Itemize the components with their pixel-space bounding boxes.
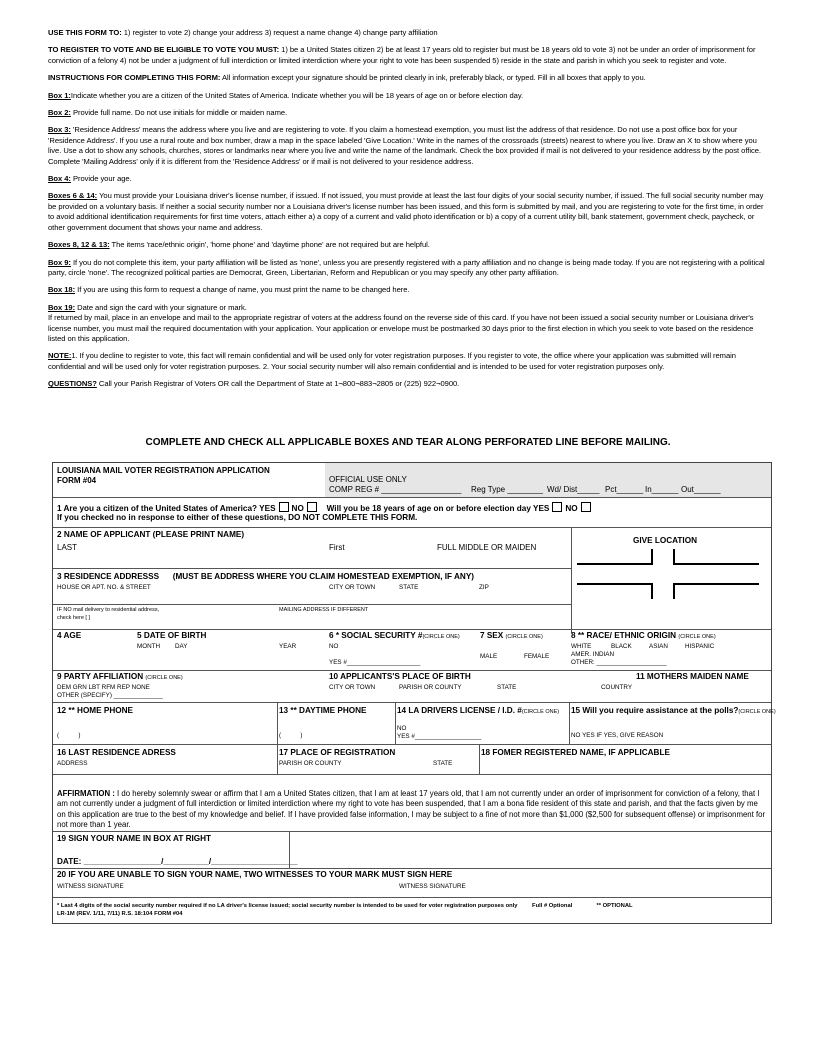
ssn-yes-field[interactable]: YES #_____________________ xyxy=(329,659,421,666)
place-of-registration-label: 17 PLACE OF REGISTRATION xyxy=(279,748,396,757)
birth-city-field[interactable]: CITY OR TOWN xyxy=(329,684,376,691)
birthplace-label: 10 APPLICANTS'S PLACE OF BIRTH xyxy=(329,672,471,681)
affirmation-text: AFFIRMATION : I do hereby solemnly swear or affirm that I am a United States citizen, that I am at least 17 years old, that I am not currently under an order of imprisonment for conviction of a felony, that I am not currently under a judgment of full interdiction or limited interdiction where my right to vote has been suspended, that I am a bona fide resident of this state and parish, and that the facts given by me on this application are true to the best of my knowledge and belief. If I have provided false information, I may be subject to a fine of not more than $1,000 ($2,500 for subsequent offense) or imprisonment for not more than 1 year. xyxy=(57,789,766,830)
divider xyxy=(53,831,771,832)
name-section-label: 2 NAME OF APPLICANT (PLEASE PRINT NAME) xyxy=(57,530,245,539)
registration-form xyxy=(52,462,776,924)
age-yes-checkbox[interactable] xyxy=(552,502,562,512)
party-options[interactable]: DEM GRN LBT RFM REP NONE xyxy=(57,684,150,691)
form-title: LOUISIANA MAIL VOTER REGISTRATION APPLICATION xyxy=(57,466,270,475)
former-name-field[interactable]: 18 FOMER REGISTERED NAME, IF APPLICABLE xyxy=(481,748,670,757)
divider xyxy=(479,744,480,774)
box6-paragraph: Boxes 6 & 14: You must provide your Louisiana driver's license number, if issued. If not issued, you must provide at least the last four digits of your social security number, if issued. The full social security number may be provided on a voluntary basis. If neither a social security number nor a Louisiana driver's license number has been issued, and this form is submitted by mail, and you are registering to vote for the first time, in order to avoid additional identification requirements for first time voters, attach either a) a copy of a current and valid photo identification or b) a copy of a current utility bill, bank statement, government check, paycheck, or other government document that shows your name and address. xyxy=(48,191,764,232)
completing-paragraph: INSTRUCTIONS FOR COMPLETING THIS FORM: All information except your signature should be printed clearly in ink, preferably black, or typed. Fill in all boxes that apply to you. xyxy=(48,73,646,83)
give-location-label: GIVE LOCATION xyxy=(633,536,697,545)
box3-paragraph: Box 3: 'Residence Address' means the address where you live and are registering to vote. If you claim a homestead exemption, you must list the address of that residence. Do not use a post office box for your 'Residence Address'. If you use a rural route and box number, draw a map in the space labeled 'Give Location.' Write in the names of the crossroads (streets) nearest to where you live. Draw an X to show where you live. Use a dot to show any schools, churches, stores or landmarks near where you live and write the name of the landmark. Check the box provided if mail is not delivered to your residence address by the post office. Complete 'Mailing Address' only if it is different from the 'Residence Address' or if mail is not delivered to your residence address. xyxy=(48,125,761,166)
citizen-no-checkbox[interactable] xyxy=(307,502,317,512)
ssn-no-option[interactable]: NO xyxy=(329,643,339,650)
crossroad-line xyxy=(577,563,653,565)
daytime-phone-label: 13 ** DAYTIME PHONE xyxy=(279,706,367,715)
divider xyxy=(53,744,771,745)
official-use-label: OFFICIAL USE ONLY xyxy=(329,475,407,484)
last-residence-label: 16 LAST RESIDENCE ADRESS xyxy=(57,748,176,757)
out-field[interactable]: Out______ xyxy=(681,485,721,494)
assistance-options[interactable]: NO YES IF YES, GIVE REASON xyxy=(571,732,664,739)
note-paragraph: NOTE:1. If you decline to register to vote, this fact will remain confidential and will be used only for voter registration purposes. If you register to vote, the office where your application was submitted will remain confidential and will be used only for voter registration purposes. 2. Your social security number will also remain confidential and is intended to be used for voter registration purposes only. xyxy=(48,351,736,371)
home-phone-label: 12 ** HOME PHONE xyxy=(57,706,133,715)
first-name-field[interactable]: First xyxy=(329,543,345,552)
party-label: 9 PARTY AFFILIATION (CIRCLE ONE) xyxy=(57,672,183,681)
divider xyxy=(571,527,572,633)
race-asian-option[interactable]: ASIAN xyxy=(649,643,668,650)
box19-paragraph: Box 19: Date and sign the card with your signature or mark. xyxy=(48,302,247,312)
box2-paragraph: Box 2: Provide full name. Do not use initials for middle or maiden name. xyxy=(48,108,288,118)
divider xyxy=(53,497,771,498)
divider xyxy=(395,702,396,744)
party-other-field[interactable]: OTHER (SPECIFY) ______________ xyxy=(57,692,163,699)
mail-return-paragraph: If returned by mail, place in an envelope and mail to the appropriate registrar of voters at the address found on the reverse side of this card. If you have not been issued a social security number or Louisiana driver's license number, you must mail the required documentation with your application. Your application or envelope must be postmarked 30 days prior to the first election in which you seek to vote based on the residence listed on this application. xyxy=(48,313,754,343)
witness-label: 20 IF YOU ARE UNABLE TO SIGN YOUR NAME, TWO WITNESSES TO YOUR MARK MUST SIGN HERE xyxy=(57,870,453,879)
registration-state-field[interactable]: STATE xyxy=(433,760,453,767)
ssn-label: 6 * SOCIAL SECURITY #(CIRCLE ONE) xyxy=(329,631,460,640)
tear-line-notice: COMPLETE AND CHECK ALL APPLICABLE BOXES AND TEAR ALONG PERFORATED LINE BEFORE MAILING. xyxy=(145,437,671,448)
residence-zip-field[interactable]: ZIP xyxy=(479,584,489,591)
race-hispanic-option[interactable]: HISPANIC xyxy=(685,643,715,650)
race-label: 8 ** RACE/ ETHNIC ORIGIN (CIRCLE ONE) xyxy=(571,631,716,640)
daytime-phone-field[interactable]: ( ) xyxy=(279,732,303,739)
crossroad-line xyxy=(673,583,759,585)
race-amer-indian-option[interactable]: AMER. INDIAN xyxy=(571,651,615,658)
reg-type-field[interactable]: Reg Type ________ xyxy=(471,485,543,494)
eligibility-paragraph: TO REGISTER TO VOTE AND BE ELIGIBLE TO VOTE YOU MUST: 1) be a United States citizen 2) be at least 17 years old to register but must be 18 years old to vote 3) not be under an order of imprisonment for conviction of a felony 4) not be under a judgment of full interdiction or limited interdiction where your right to vote has been suspended 5) reside in the state and parish in which you seek to register and vote. xyxy=(48,45,756,65)
birth-parish-field[interactable]: PARISH OR COUNTY xyxy=(399,684,462,691)
house-street-field[interactable]: HOUSE OR APT. NO. & STREET xyxy=(57,584,151,591)
sex-male-option[interactable]: MALE xyxy=(480,653,498,660)
home-phone-field[interactable]: ( ) xyxy=(57,732,81,739)
instructions xyxy=(48,28,770,397)
citizen-question-note: If you checked no in response to either of these questions, DO NOT COMPLETE THIS FORM. xyxy=(57,513,418,522)
assistance-label: 15 Will you require assistance at the polls?(CIRCLE ONE) xyxy=(571,706,776,715)
registration-parish-field[interactable]: PARISH OR COUNTY xyxy=(279,760,342,767)
drivers-license-label: 14 LA DRIVERS LICENSE / I.D. #(CIRCLE ONE) xyxy=(397,706,560,715)
in-field[interactable]: In______ xyxy=(645,485,679,494)
race-white-option[interactable]: WHITE xyxy=(571,643,592,650)
mailing-address-field[interactable]: MAILING ADDRESS IF DIFFERENT xyxy=(279,607,369,613)
crossroad-line xyxy=(651,549,653,565)
sex-label: 7 SEX (CIRCLE ONE) xyxy=(480,631,543,640)
sex-female-option[interactable]: FEMALE xyxy=(524,653,550,660)
race-other-field[interactable]: OTHER: ____________________ xyxy=(571,659,667,666)
witness-2-signature-field[interactable]: WITNESS SIGNATURE xyxy=(399,883,466,890)
location-map-area[interactable] xyxy=(573,549,769,605)
form-footnote: * Last 4 digits of the social security number required if no LA driver's license issued; social security number is intended to be used for voter registration purposes only Full # Optional ** OPTIONAL LR-1M (REV. 1/11, 7/11) R.S. 18:104 FORM #04 xyxy=(57,903,633,917)
witness-1-signature-field[interactable]: WITNESS SIGNATURE xyxy=(57,883,124,890)
divider xyxy=(53,629,771,630)
dob-year-field[interactable]: YEAR xyxy=(279,643,297,650)
divider xyxy=(53,568,571,569)
dl-no-option[interactable]: NO xyxy=(397,725,407,732)
dob-month-field[interactable]: MONTH xyxy=(137,643,161,650)
birth-state-field[interactable]: STATE xyxy=(497,684,517,691)
no-mail-delivery-checkbox[interactable]: check here [ ] xyxy=(57,615,91,621)
birth-country-field[interactable]: COUNTRY xyxy=(601,684,633,691)
questions-paragraph: QUESTIONS? Call your Parish Registrar of Voters OR call the Department of State at 1¬800¬883¬2805 or (225) 922¬0900. xyxy=(48,379,460,389)
crossroad-line xyxy=(673,563,759,565)
crossroad-line xyxy=(651,583,653,599)
use-form-paragraph: USE THIS FORM TO: 1) register to vote 2) change your address 3) request a name change 4) change party affiliation xyxy=(48,28,438,37)
last-residence-field[interactable]: ADDRESS xyxy=(57,760,88,767)
mothers-maiden-name-field[interactable]: 11 MOTHERS MAIDEN NAME xyxy=(636,672,749,681)
signature-date-field[interactable]: DATE: _________________/__________/___________________ xyxy=(57,857,298,866)
pct-field[interactable]: Pct______ xyxy=(605,485,644,494)
divider xyxy=(277,702,278,774)
divider xyxy=(53,868,771,869)
divider xyxy=(53,527,771,528)
residence-state-field[interactable]: STATE xyxy=(399,584,419,591)
wd-dist-field[interactable]: Wd/ Dist_____ xyxy=(547,485,600,494)
divider xyxy=(53,670,771,671)
comp-reg-field[interactable]: COMP REG # __________________ xyxy=(329,485,462,494)
divider xyxy=(569,702,570,744)
box4-paragraph: Box 4: Provide your age. xyxy=(48,174,132,184)
signature-label: 19 SIGN YOUR NAME IN BOX AT RIGHT xyxy=(57,834,212,843)
residence-section-label: 3 RESIDENCE ADDRESSS (MUST BE ADDRESS WHERE YOU CLAIM HOMESTEAD EXEMPTION, IF ANY) xyxy=(57,572,475,581)
divider xyxy=(289,831,290,868)
age-field[interactable]: 4 AGE xyxy=(57,631,82,640)
divider xyxy=(53,774,771,775)
no-mail-delivery-label: IF NO mail delivery to residential address, xyxy=(57,607,160,613)
citizen-yes-checkbox[interactable] xyxy=(279,502,289,512)
box18-paragraph: Box 18: If you are using this form to request a change of name, you must print the name to be changed here. xyxy=(48,285,410,295)
box9-paragraph: Box 9: If you do not complete this item, your party affiliation will be listed as 'none', unless you are presently registered with a party affiliation and no change is being made today. If you are not registering with a political party, circle 'none'. The recognized political parties are Democrat, Green, Libertarian, Reform and Republican or you may specify any other party affiliation. xyxy=(48,257,765,277)
last-name-field[interactable]: LAST xyxy=(57,543,78,552)
citizen-question: 1 Are you a citizen of the United States of America? YES NO Will you be 18 years of age on or before election day YES NO xyxy=(57,502,594,513)
dl-yes-field[interactable]: YES #___________________ xyxy=(397,733,482,740)
divider xyxy=(53,897,771,898)
box8-paragraph: Boxes 8, 12 & 13: The items 'race/ethnic origin', 'home phone' and 'daytime phone' are not required but are helpful. xyxy=(48,240,430,250)
crossroad-line xyxy=(577,583,653,585)
middle-name-field[interactable]: FULL MIDDLE OR MAIDEN xyxy=(437,543,537,552)
form-number: FORM #04 xyxy=(57,476,97,485)
divider xyxy=(53,604,571,605)
signature-box[interactable] xyxy=(293,835,767,865)
crossroad-line xyxy=(673,583,675,599)
dob-day-field[interactable]: DAY xyxy=(175,643,188,650)
form-id: LR-1M (REV. 1/11, 7/11) R.S. 18:104 FORM #04 xyxy=(57,911,183,917)
box1-paragraph: Box 1:Indicate whether you are a citizen of the United States of America. Indicate whether you will be 18 years of age on or before election day. xyxy=(48,90,524,100)
divider xyxy=(53,702,771,703)
dob-label: 5 DATE OF BIRTH xyxy=(137,631,207,640)
race-black-option[interactable]: BLACK xyxy=(611,643,632,650)
age-no-checkbox[interactable] xyxy=(581,502,591,512)
residence-city-field[interactable]: CITY OR TOWN xyxy=(329,584,376,591)
